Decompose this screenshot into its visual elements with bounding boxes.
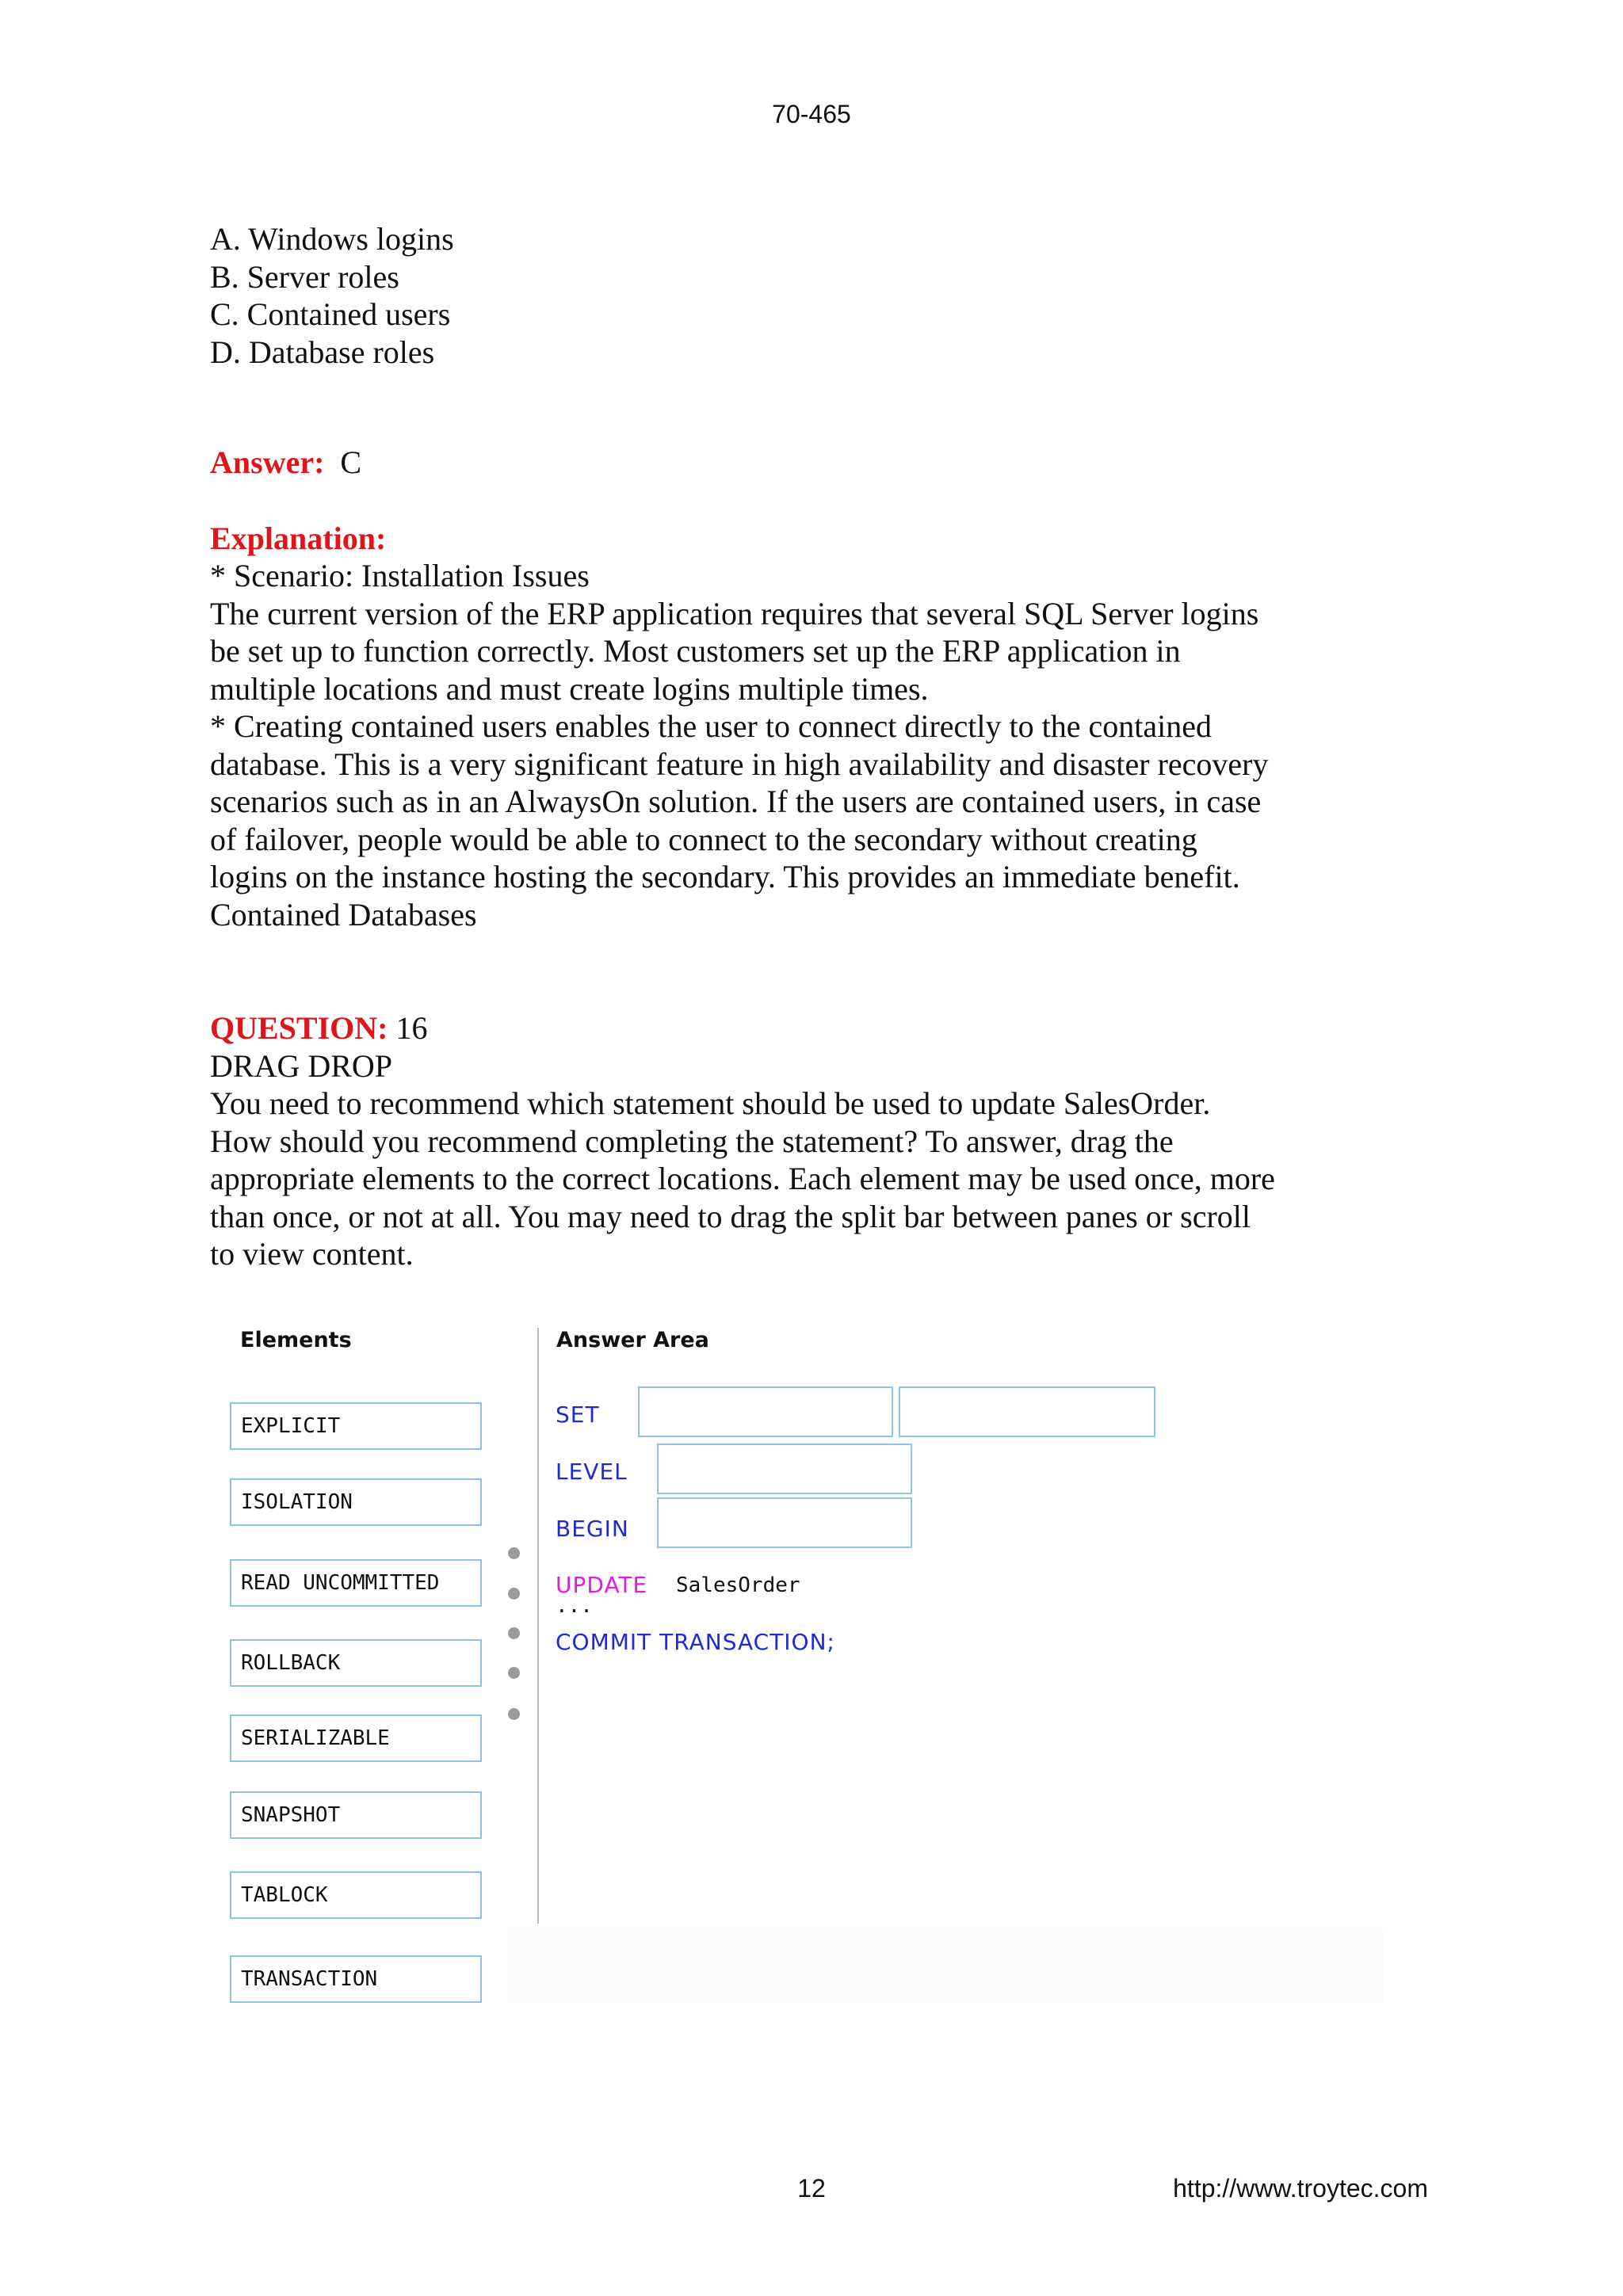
- explanation-line: * Creating contained users enables the user to connect directly to the contained: [210, 708, 1212, 744]
- pane-bottom-band: [507, 1928, 1383, 2003]
- question-header: [210, 1009, 1335, 1047]
- explanation-line: be set up to function correctly. Most customers set up the ERP application in: [210, 633, 1181, 669]
- explanation-line: * Scenario: Installation Issues: [210, 558, 590, 593]
- drop-target-set-1[interactable]: [638, 1386, 893, 1437]
- page-number: 12: [797, 2174, 826, 2203]
- split-handle-dot[interactable]: [508, 1547, 520, 1559]
- question-number: 16: [395, 1010, 428, 1046]
- keyword-set: SET: [556, 1402, 600, 1428]
- drag-drop-exhibit: [214, 1309, 1173, 2006]
- drop-target-level[interactable]: [657, 1444, 912, 1494]
- answer-value: C: [340, 444, 362, 480]
- question-line: You need to recommend which statement should be used to update SalesOrder.: [210, 1085, 1211, 1121]
- explanation-line: multiple locations and must create logins multiple times.: [210, 670, 929, 707]
- exam-code-header: 70-465: [772, 100, 851, 128]
- question-label: QUESTION:: [210, 1010, 388, 1046]
- element-transaction[interactable]: TRANSACTION: [230, 1955, 482, 2003]
- answer-line: [210, 444, 1335, 482]
- split-handle-dot[interactable]: [508, 1588, 520, 1600]
- keyword-commit-transaction: COMMIT TRANSACTION;: [556, 1629, 835, 1655]
- footer-url: http://www.troytec.com: [1173, 2174, 1428, 2203]
- option-b: B. Server roles: [210, 258, 399, 295]
- code-ellipsis: ...: [556, 1594, 593, 1618]
- question-line: How should you recommend completing the statement? To answer, drag the: [210, 1123, 1174, 1159]
- explanation-line: The current version of the ERP application requires that several SQL Server logins: [210, 595, 1259, 631]
- question-line: than once, or not at all. You may need to drag the split bar between panes or scroll: [210, 1198, 1251, 1234]
- split-handle-dot[interactable]: [508, 1667, 520, 1679]
- option-a: A. Windows logins: [210, 221, 454, 257]
- question-line: appropriate elements to the correct locations. Each element may be used once, more: [210, 1161, 1275, 1196]
- keyword-update: UPDATE: [556, 1572, 648, 1598]
- option-d: D. Database roles: [210, 334, 435, 370]
- split-handle-dot[interactable]: [508, 1708, 520, 1720]
- option-c: C. Contained users: [210, 296, 451, 332]
- element-snapshot[interactable]: SNAPSHOT: [230, 1791, 482, 1839]
- element-explicit[interactable]: EXPLICIT: [230, 1402, 482, 1450]
- elements-heading: Elements: [240, 1328, 352, 1352]
- explanation-line: logins on the instance hosting the secondary. This provides an immediate benefit.: [210, 859, 1240, 894]
- answer-label: Answer:: [210, 444, 325, 480]
- drop-target-set-2[interactable]: [899, 1386, 1155, 1437]
- element-read-uncommitted[interactable]: READ UNCOMMITTED: [230, 1559, 482, 1607]
- split-bar[interactable]: [537, 1328, 539, 1924]
- element-tablock[interactable]: TABLOCK: [230, 1871, 482, 1919]
- drop-target-begin[interactable]: [657, 1497, 912, 1548]
- split-handle-dot[interactable]: [508, 1627, 520, 1639]
- element-rollback[interactable]: ROLLBACK: [230, 1639, 482, 1687]
- answer-area-heading: Answer Area: [556, 1328, 709, 1352]
- page-content: [210, 220, 1335, 1273]
- keyword-begin: BEGIN: [556, 1516, 629, 1542]
- question-type: DRAG DROP: [210, 1047, 393, 1084]
- table-name: SalesOrder: [676, 1573, 800, 1597]
- explanation-line: database. This is a very significant feature in high availability and disaster recovery: [210, 746, 1269, 782]
- explanation-line: of failover, people would be able to connect to the secondary without creating: [210, 821, 1197, 857]
- explanation-line: scenarios such as in an AlwaysOn solution. If the users are contained users, in case: [210, 784, 1262, 819]
- keyword-level: LEVEL: [556, 1459, 628, 1485]
- element-serializable[interactable]: SERIALIZABLE: [230, 1714, 482, 1762]
- explanation-line: Contained Databases: [210, 896, 477, 933]
- question-line: to view content.: [210, 1236, 414, 1272]
- explanation-label: Explanation:: [210, 520, 387, 556]
- element-isolation[interactable]: ISOLATION: [230, 1478, 482, 1526]
